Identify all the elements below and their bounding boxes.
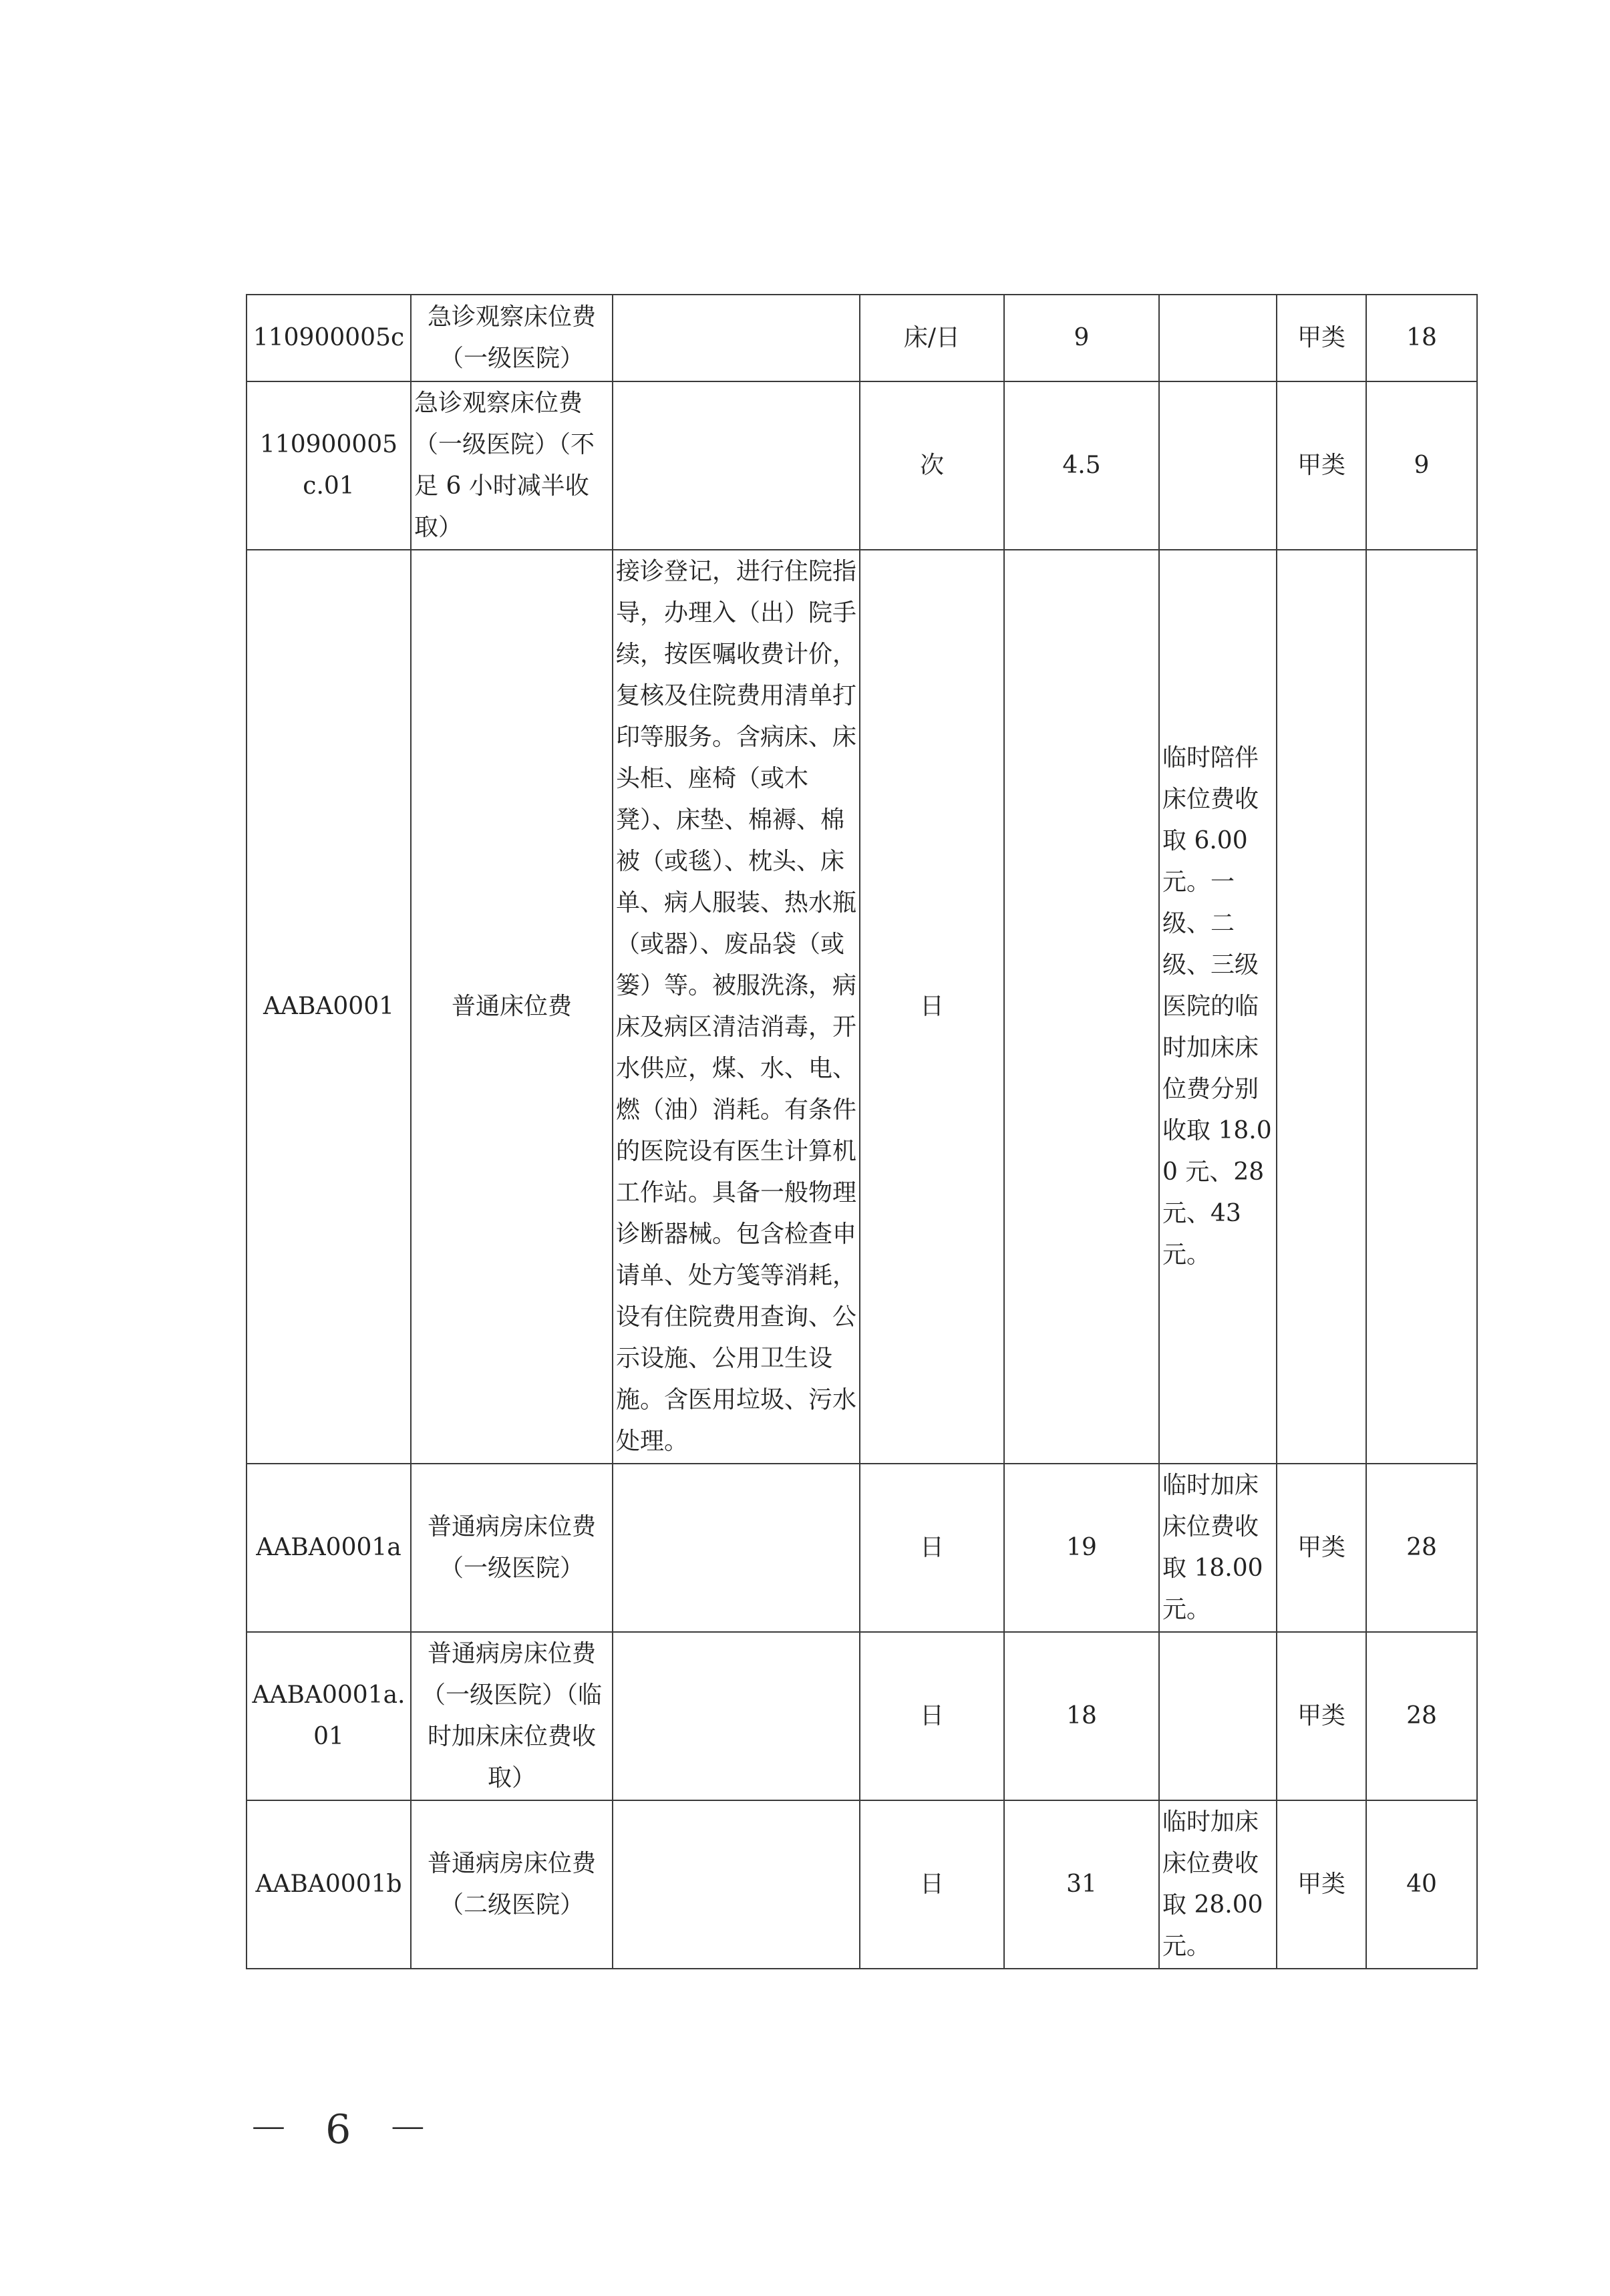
item-category: 甲类 xyxy=(1277,1632,1366,1800)
item-unit: 日 xyxy=(860,1800,1004,1969)
item-price: 18 xyxy=(1004,1632,1159,1800)
item-price: 19 xyxy=(1004,1464,1159,1632)
item-category: 甲类 xyxy=(1277,1464,1366,1632)
item-price: 4.5 xyxy=(1004,381,1159,550)
item-total: 18 xyxy=(1366,295,1477,381)
table-row xyxy=(247,1464,1477,1632)
item-total: 28 xyxy=(1366,1464,1477,1632)
item-total: 28 xyxy=(1366,1632,1477,1800)
item-unit: 次 xyxy=(860,381,1004,550)
item-name: 普通病房床位费（一级医院）（临时加床床位费收取） xyxy=(411,1632,613,1800)
item-code: 110900005c xyxy=(247,295,411,381)
table-row xyxy=(247,381,1477,550)
table-row xyxy=(247,1800,1477,1969)
item-note: 临时加床床位费收取 28.00 元。 xyxy=(1159,1800,1277,1969)
item-note xyxy=(1159,381,1277,550)
item-price: 31 xyxy=(1004,1800,1159,1969)
item-note xyxy=(1159,295,1277,381)
item-total: 40 xyxy=(1366,1800,1477,1969)
item-code: AABA0001a.01 xyxy=(247,1632,411,1800)
item-code: 110900005c.01 xyxy=(247,381,411,550)
table-row xyxy=(247,1632,1477,1800)
item-price xyxy=(1004,550,1159,1464)
item-category: 甲类 xyxy=(1277,381,1366,550)
item-note: 临时陪伴床位费收取 6.00 元。一级、二级、三级医院的临时加床床位费分别收取 18.00 元、28 元、43 元。 xyxy=(1159,550,1277,1464)
item-unit: 日 xyxy=(860,550,1004,1464)
item-code: AABA0001a xyxy=(247,1464,411,1632)
item-note xyxy=(1159,1632,1277,1800)
item-category xyxy=(1277,550,1366,1464)
item-code: AABA0001 xyxy=(247,550,411,1464)
item-code: AABA0001b xyxy=(247,1800,411,1969)
item-category: 甲类 xyxy=(1277,295,1366,381)
item-unit: 日 xyxy=(860,1464,1004,1632)
fee-table xyxy=(246,294,1478,1969)
item-content xyxy=(613,1800,860,1969)
item-total xyxy=(1366,550,1477,1464)
page-number: － 6 － xyxy=(249,2106,440,2153)
item-price: 9 xyxy=(1004,295,1159,381)
item-category: 甲类 xyxy=(1277,1800,1366,1969)
table-row xyxy=(247,295,1477,381)
item-note: 临时加床床位费收取 18.00 元。 xyxy=(1159,1464,1277,1632)
item-name: 普通病房床位费（二级医院） xyxy=(411,1800,613,1969)
item-unit: 日 xyxy=(860,1632,1004,1800)
item-name: 普通床位费 xyxy=(411,550,613,1464)
table-row xyxy=(247,550,1477,1464)
item-content xyxy=(613,1464,860,1632)
item-name: 普通病房床位费（一级医院） xyxy=(411,1464,613,1632)
item-content xyxy=(613,1632,860,1800)
item-name: 急诊观察床位费（一级医院） xyxy=(411,295,613,381)
item-unit: 床/日 xyxy=(860,295,1004,381)
item-content xyxy=(613,381,860,550)
item-total: 9 xyxy=(1366,381,1477,550)
item-content xyxy=(613,295,860,381)
item-name: 急诊观察床位费（一级医院）（不足 6 小时减半收取） xyxy=(411,381,613,550)
item-content: 接诊登记，进行住院指导，办理入（出）院手续，按医嘱收费计价，复核及住院费用清单打印等服务。含病床、床头柜、座椅（或木凳）、床垫、棉褥、棉被（或毯）、枕头、床单、病人服装、热水瓶（或器）、废品袋（或篓）等。被服洗涤，病床及病区清洁消毒，开水供应，煤、水、电、燃（油）消耗。有条件的医院设有医生计算机工作站。具备一般物理诊断器械。包含检查申请单、处方笺等消耗，设有住院费用查询、公示设施、公用卫生设施。含医用垃圾、污水处理。 xyxy=(613,550,860,1464)
